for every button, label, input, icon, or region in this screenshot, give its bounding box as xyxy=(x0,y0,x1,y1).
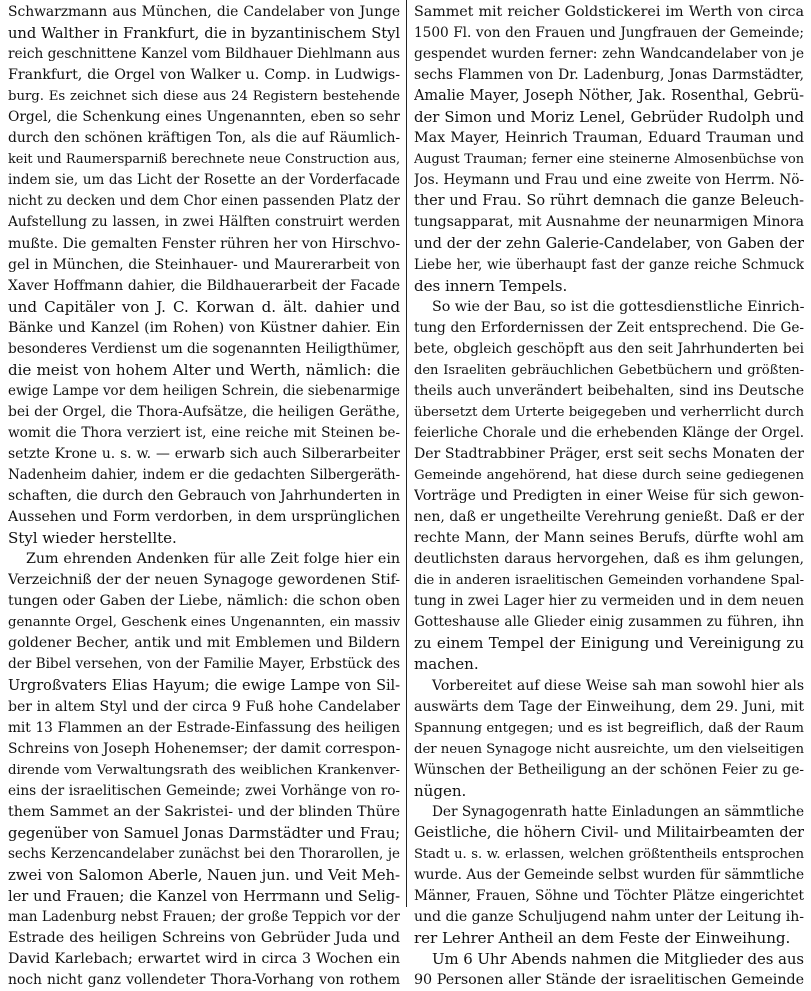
text-line: tungsapparat, mit Ausnahme der neunarmigen Minora xyxy=(414,214,804,231)
text-line: zwei von Salomon Aberle, Nauen jun. und Veit Meh- xyxy=(8,865,400,884)
text-line: Orgel, die Schenkung eines Ungenannten, eben so sehr xyxy=(8,109,400,126)
text-line: rechte Mann, der Mann seines Berufs, dürfte wohl am xyxy=(414,530,804,547)
text-line: Vorbereitet auf diese Weise sah man sowohl hier als xyxy=(432,677,804,694)
text-line: ber in altem Styl und der circa 9 Fuß hohe Candelaber xyxy=(8,698,400,715)
text-line: auswärts dem Tage der Einweihung, dem 29. Juni, mit xyxy=(414,698,804,715)
text-line: den Israeliten gebräuchlichen Gebetbüchern und größten- xyxy=(414,362,804,378)
text-line: Männer, Frauen, Söhne und Töchter Plätze eingerichtet xyxy=(414,887,804,904)
text-line: Schwarzmann aus München, die Candelaber von Junge xyxy=(8,4,400,20)
text-line: David Karlebach; erwartet wird in circa 3 Wochen ein xyxy=(8,951,400,968)
text-line: goldener Becher, antik und mit Emblemen und Bildern xyxy=(8,635,400,652)
text-line: 90 Personen aller Stände der israelitischen Gemeinde xyxy=(414,972,804,989)
text-line: So wie der Bau, so ist die gottesdienstliche Einrich- xyxy=(432,298,804,315)
text-line: Frankfurt, die Orgel von Walker u. Comp. in Ludwigs- xyxy=(8,67,400,84)
text-line: Um 6 Uhr Abends nahmen die Mitglieder des aus xyxy=(432,950,804,969)
text-line: Gemeinde angehörend, hat diese durch seine gediegenen xyxy=(414,468,804,484)
text-line: sechs Kerzencandelaber zunächst bei den Thorarollen, je xyxy=(8,845,400,862)
text-line: August Trauman; ferner eine steinerne Almosenbüchse von xyxy=(414,152,804,168)
text-line: keit und Raumersparniß berechnete neue Construction aus, xyxy=(8,152,400,168)
text-line: Amalie Mayer, Joseph Nöther, Jak. Rosenthal, Gebrü- xyxy=(414,88,804,105)
text-line: tung den Erfordernissen der Zeit entsprechend. Die Ge- xyxy=(414,319,804,336)
text-line: des innern Tempels. xyxy=(414,276,568,295)
text-line: tung in zwei Lager hier zu vermeiden und in dem neuen xyxy=(414,593,804,610)
text-line: die meist von hohem Alter und Werth, nämlich: die xyxy=(8,360,400,379)
text-line: gegenüber von Samuel Jonas Darmstädter und Frau; xyxy=(8,824,400,842)
text-line: eins der israelitischen Gemeinde; zwei Vorhänge von ro- xyxy=(8,782,400,799)
text-line: Urgroßvaters Elias Hayum; die ewige Lampe von Sil- xyxy=(8,677,400,694)
text-line: gel in München, die Steinhauer- und Maurerarbeit von xyxy=(8,256,400,273)
right-text-column xyxy=(414,2,804,991)
text-line: bete, obgleich geschöpft aus den seit Jahrhunderten bei xyxy=(414,340,804,357)
text-line: Verzeichniß der der neuen Synagoge gewordenen Stif- xyxy=(8,572,400,589)
text-line: und die ganze Schuljugend nahm unter der Leitung ih- xyxy=(414,909,804,926)
text-line: 1500 Fl. von den Frauen und Jungfrauen der Gemeinde; xyxy=(414,25,804,42)
text-line: them Sammet an der Sakristei- und der blinden Thüre xyxy=(8,803,400,820)
text-line: ewige Lampe vor dem heiligen Schrein, die siebenarmige xyxy=(8,382,400,399)
text-line: gespendet wurden ferner: zehn Wandcandelaber von je xyxy=(414,46,804,63)
text-line: noch nicht ganz vollendeter Thora-Vorhang von rothem xyxy=(8,972,400,989)
text-line: Bänke und Kanzel (im Rohen) von Küstner dahier. Ein xyxy=(8,319,400,336)
text-line: feierliche Chorale und die erhebenden Klänge der Orgel. xyxy=(414,424,804,441)
text-line: Spannung entgegen; und es ist begreiflich, daß der Raum xyxy=(414,720,804,736)
text-line: die in anderen israelitischen Gemeinden vorhandene Spal- xyxy=(414,573,804,589)
text-line: Wünschen der Betheiligung an der schönen Feier zu ge- xyxy=(414,761,804,778)
text-line: und der der zehn Galerie-Candelaber, von Gaben der xyxy=(414,235,804,252)
text-line: besonderes Verdienst um die sogenannten Heiligthümer, xyxy=(8,340,400,357)
text-line: ler und Frauen; die Kanzel von Herrmann und Selig- xyxy=(8,887,400,905)
column-divider xyxy=(406,0,407,907)
text-line: tungen oder Gaben der Liebe, nämlich: die schon oben xyxy=(8,593,400,610)
text-line: Styl wieder herstellte. xyxy=(8,529,177,548)
text-line: Der Stadtrabbiner Präger, erst seit sechs Monaten der xyxy=(414,445,804,462)
left-text-column xyxy=(8,2,400,991)
text-line: der Simon und Moriz Lenel, Gebrüder Rudolph und xyxy=(414,108,804,127)
text-line: und Walther in Frankfurt, die in byzantinischem Styl xyxy=(8,25,400,43)
text-line: indem sie, um das Licht der Rosette an der Vorderfacade xyxy=(8,172,400,189)
text-line: durch den schönen kräftigen Ton, als die auf Räumlich- xyxy=(8,130,400,147)
text-line: und Capitäler von J. C. Korwan d. ält. dahier und xyxy=(8,297,400,316)
text-line: genannte Orgel, Geschenk eines Ungenannten, ein massiv xyxy=(8,615,400,631)
text-line: der Bibel versehen, von der Familie Mayer, Erbstück des xyxy=(8,656,400,673)
text-line: Geistliche, die höhern Civil- und Militairbeamten der xyxy=(414,824,804,841)
text-line: reich geschnittene Kanzel vom Bildhauer Diehlmann aus xyxy=(8,46,400,63)
text-line: Zum ehrenden Andenken für alle Zeit folge hier ein xyxy=(26,551,400,568)
text-line: mit 13 Flammen an der Estrade-Einfassung des heiligen xyxy=(8,719,400,736)
text-line: machen. xyxy=(414,655,479,674)
text-line: mußte. Die gemalten Fenster rühren her von Hirschvo- xyxy=(8,235,400,252)
text-line: nügen. xyxy=(414,781,467,800)
text-line: Xaver Hoffmann dahier, die Bildhauerarbeit der Facade xyxy=(8,277,400,294)
text-line: Nadenheim dahier, indem er die gedachten Silbergeräth- xyxy=(8,467,400,484)
text-line: nicht zu decken und dem Chor einen passenden Platz der xyxy=(8,193,400,210)
text-line: Schreins von Joseph Hohenemser; der damit correspon- xyxy=(8,740,400,757)
text-line: Liebe her, wie überhaupt fast der ganze reiche Schmuck xyxy=(414,256,804,273)
text-line: Stadt u. s. w. erlassen, welchen größtentheils entsprochen xyxy=(414,846,804,862)
text-line: Sammet mit reicher Goldstickerei im Werth von circa xyxy=(414,4,804,20)
text-line: theils auch unverändert beibehalten, sind ins Deutsche xyxy=(414,382,804,399)
text-line: sechs Flammen von Dr. Ladenburg, Jonas Darmstädter, xyxy=(414,67,804,84)
text-line: wurde. Aus der Gemeinde selbst wurden für sämmtliche xyxy=(414,866,804,883)
text-line: bei der Orgel, die Thora-Aufsätze, die heiligen Geräthe, xyxy=(8,403,400,420)
text-line: Estrade des heiligen Schreins von Gebrüder Juda und xyxy=(8,930,400,947)
text-line: deutlichsten daraus hervorgehen, daß es ihm gelungen, xyxy=(414,551,804,568)
text-line: ther und Frau. So rührt demnach die ganze Beleuch- xyxy=(414,193,804,210)
text-line: Aufstellung zu lassen, in zwei Hälften construirt werden xyxy=(8,214,400,231)
text-line: Der Synagogenrath hatte Einladungen an sämmtliche xyxy=(432,803,804,820)
text-line: übersetzt dem Urterte beigegeben und verherrlicht durch xyxy=(414,404,804,420)
text-line: burg. Es zeichnet sich diese aus 24 Registern bestehende xyxy=(8,89,400,105)
text-line: Vorträge und Predigten in einer Weise für sich gewon- xyxy=(414,488,804,505)
text-line: Jos. Heymann und Frau und eine zweite von Herrm. Nö- xyxy=(414,172,804,189)
text-line: dirende vom Verwaltungsrath des weiblichen Krankenver- xyxy=(8,762,400,778)
text-line: man Ladenburg nebst Frauen; der große Teppich vor der xyxy=(8,909,400,926)
text-line: womit die Thora verziert ist, eine reiche mit Steinen be- xyxy=(8,424,400,441)
text-line: Aussehen und Form verdorben, in dem ursprünglichen xyxy=(8,509,400,526)
text-line: der neuen Synagoge nicht ausreichte, um den vielseitigen xyxy=(414,741,804,757)
text-line: schaften, die durch den Gebrauch von Jahrhunderten in xyxy=(8,488,400,505)
text-line: Max Mayer, Heinrich Trauman, Eduard Trauman und xyxy=(414,130,804,147)
text-line: zu einem Tempel der Einigung und Vereinigung zu xyxy=(414,634,804,653)
text-line: setzte Krone u. s. w. — erwarb sich auch Silberarbeiter xyxy=(8,445,400,462)
text-line: rer Lehrer Antheil an dem Feste der Einweihung. xyxy=(414,929,791,948)
text-line: Gotteshause alle Glieder einig zusammen zu führen, ihn xyxy=(414,614,804,631)
text-line: nen, daß er ungetheilte Verehrung genießt. Daß er der xyxy=(414,509,804,526)
